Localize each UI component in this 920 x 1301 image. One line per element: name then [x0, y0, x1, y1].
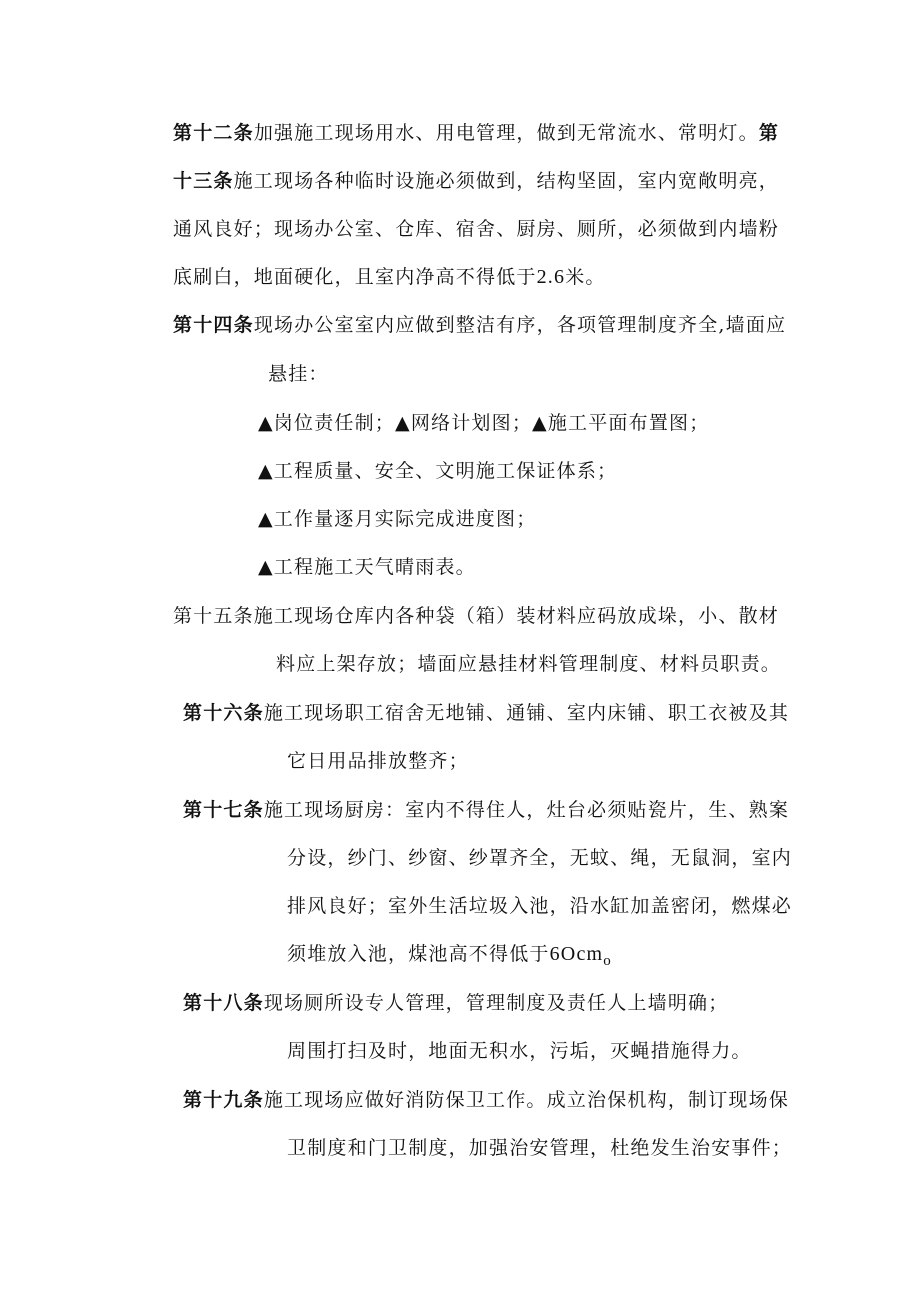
article-16-text-1: 施工现场职工宿舍无地铺、通铺、室内床铺、职工衣被及其 [263, 702, 790, 724]
article-16-line-2: 它日用品排放整齐； [287, 750, 469, 772]
article-13-line-1 [173, 168, 779, 194]
article-18-line-2: 周围打扫及时，地面无积水，污垢，灭蝇措施得力。 [287, 1040, 752, 1062]
article-19-line-1 [183, 1087, 789, 1113]
article-17-text-1: 施工现场厨房：室内不得住人，灶台必须贴瓷片，生、熟案 [263, 799, 790, 821]
article-18-label: 第十八条 [183, 992, 264, 1014]
article-19-label: 第十九条 [183, 1089, 264, 1111]
article-18-text-1: 现场厕所设专人管理，管理制度及责任人上墙明确； [263, 992, 729, 1014]
article-16-line-1 [183, 700, 789, 726]
article-14-item-2: ▲工程质量、安全、文明施工保证体系； [258, 460, 618, 482]
article-14-item-4: ▲工程施工天气晴雨表。 [258, 556, 476, 578]
article-17-line-3: 排风良好；室外生活垃圾入池，沿水缸加盖密闭，燃煤必 [287, 895, 793, 917]
article-15-line-2: 料应上架存放；墙面应悬挂材料管理制度、材料员职责。 [276, 653, 782, 675]
article-13-line-2: 通风良好；现场办公室、仓库、宿舍、厨房、厕所，必须做到内墙粉 [173, 218, 780, 240]
article-13-label-end: 十三条 [173, 170, 234, 192]
article-14-line-2: 悬挂： [268, 363, 329, 385]
article-14-label: 第十四条 [173, 314, 254, 336]
article-16-label: 第十六条 [183, 702, 264, 724]
article-14-text-1: 现场办公室室内应做到整洁有序，各项管理制度齐全,墙面应 [253, 314, 787, 336]
article-17-line-1 [183, 797, 789, 823]
article-17-label: 第十七条 [183, 799, 264, 821]
article-19-line-2: 卫制度和门卫制度，加强治安管理，杜绝发生治安事件； [287, 1137, 793, 1159]
article-13-line-3 [173, 264, 606, 290]
article-19-text-1: 施工现场应做好消防保卫工作。成立治保机构，制订现场保 [263, 1089, 790, 1111]
article-12-label: 第十二条 [173, 122, 254, 144]
article-13-text-3: 底刷白，地面硬化，且室内净高不得低于 [173, 266, 537, 288]
article-17-line-4 [287, 941, 612, 969]
height-unit: 米。 [565, 266, 606, 288]
article-13-text-1: 施工现场各种临时设施必须做到，结构坚固，室内宽敞明亮， [233, 170, 780, 192]
height-value: 2.6 [536, 266, 566, 288]
article-17-line-2: 分设，纱门、纱窗、纱罩齐全，无蚊、绳，无鼠洞，室内 [287, 847, 793, 869]
pit-height-suffix: o [603, 953, 612, 969]
article-17-text-4: 须堆放入池，煤池高不得低于 [287, 943, 550, 965]
article-14-item-1: ▲岗位责任制；▲网络计划图；▲施工平面布置图； [258, 412, 710, 434]
pit-height-value: 6Ocm [549, 943, 604, 965]
article-13-label-start: 第 [758, 122, 780, 144]
article-18-line-1 [183, 990, 728, 1016]
article-12-text: 加强施工现场用水、用电管理，做到无常流水、常明灯。 [253, 122, 759, 144]
article-12-line-1 [173, 120, 779, 146]
article-14-item-3: ▲工作量逐月实际完成进度图； [258, 508, 537, 530]
article-14-line-1 [173, 312, 786, 338]
article-15-line-1: 第十五条施工现场仓库内各种袋（箱）装材料应码放成垛，小、散材 [173, 605, 780, 627]
